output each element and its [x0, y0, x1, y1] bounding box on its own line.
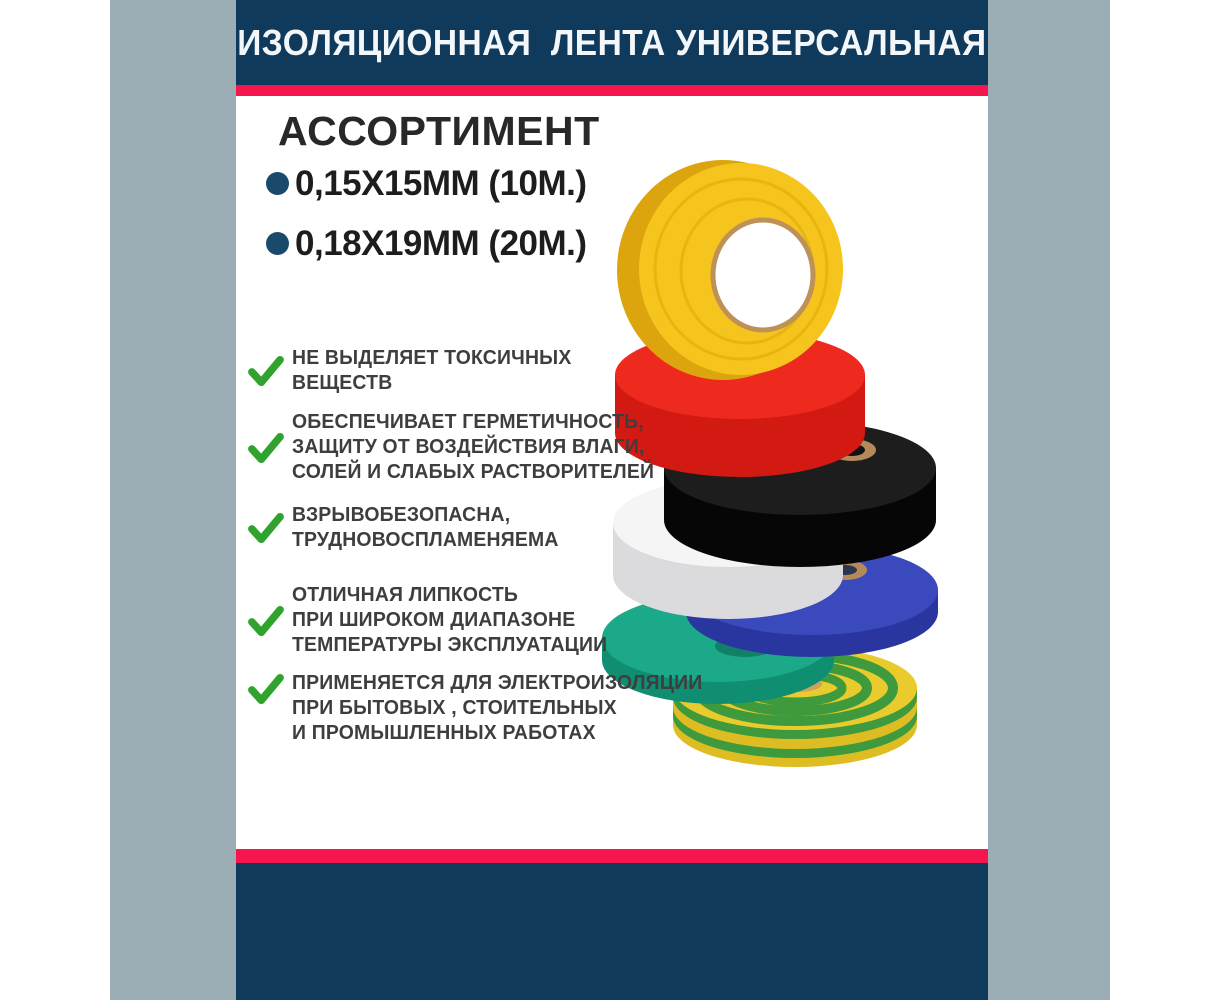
feature-text: [292, 671, 702, 746]
feature-text: [292, 503, 559, 553]
feature-line: НЕ ВЫДЕЛЯЕТ ТОКСИЧНЫХ: [292, 347, 572, 369]
card-body: [236, 96, 988, 849]
feature-line: ПРИ БЫТОВЫХ , СТОИТЕЛЬНЫХ: [292, 697, 617, 719]
feature-line: СОЛЕЙ И СЛАБЫХ РАСТВОРИТЕЛЕЙ: [292, 461, 655, 483]
feature-line: ОБЕСПЕЧИВАЕТ ГЕРМЕТИЧНОСТЬ,: [292, 411, 644, 433]
feature-line: ЗАЩИТУ ОТ ВОЗДЕЙСТВИЯ ВЛАГИ,: [292, 436, 645, 458]
feature-item: [248, 671, 715, 746]
page-title: ИЗОЛЯЦИОННАЯ ЛЕНТА УНИВЕРСАЛЬНАЯ: [237, 21, 987, 63]
feature-text: [292, 346, 571, 396]
feature-text: [292, 410, 654, 485]
check-icon: [248, 673, 284, 705]
check-icon: [248, 355, 284, 387]
feature-line: ВЕЩЕСТВ: [292, 372, 393, 394]
check-icon: [248, 512, 284, 544]
feature-list: [236, 96, 988, 849]
check-icon: [248, 605, 284, 637]
feature-line: ПРИМЕНЯЕТСЯ ДЛЯ ЭЛЕКТРОИЗОЛЯЦИИ: [292, 672, 703, 694]
bullet-label: 0,18Х19ММ (20М.): [295, 223, 587, 263]
feature-item: [248, 346, 580, 396]
feature-line: ТЕМПЕРАТУРЫ ЭКСПЛУАТАЦИИ: [292, 634, 608, 656]
card-footer: [236, 863, 988, 1000]
feature-line: ОТЛИЧНАЯ ЛИПКОСТЬ: [292, 584, 519, 606]
feature-item: [248, 583, 617, 658]
accent-stripe-top: [236, 85, 988, 96]
feature-line: ПРИ ШИРОКОМ ДИАПАЗОНЕ: [292, 609, 576, 631]
feature-line: ВЗРЫВОБЕЗОПАСНА,: [292, 504, 511, 526]
feature-item: [248, 410, 665, 485]
bullet-label: 0,15Х15ММ (10М.): [295, 163, 587, 203]
check-icon: [248, 432, 284, 464]
product-card: [236, 0, 988, 1000]
feature-text: [292, 583, 607, 658]
card-header: [236, 0, 988, 85]
feature-item: [248, 503, 567, 553]
feature-line: ТРУДНОВОСПЛАМЕНЯЕМА: [292, 529, 559, 551]
feature-line: И ПРОМЫШЛЕННЫХ РАБОТАХ: [292, 722, 596, 744]
accent-stripe-bottom: [236, 849, 988, 863]
assortment-heading: АССОРТИМЕНТ: [278, 108, 600, 154]
